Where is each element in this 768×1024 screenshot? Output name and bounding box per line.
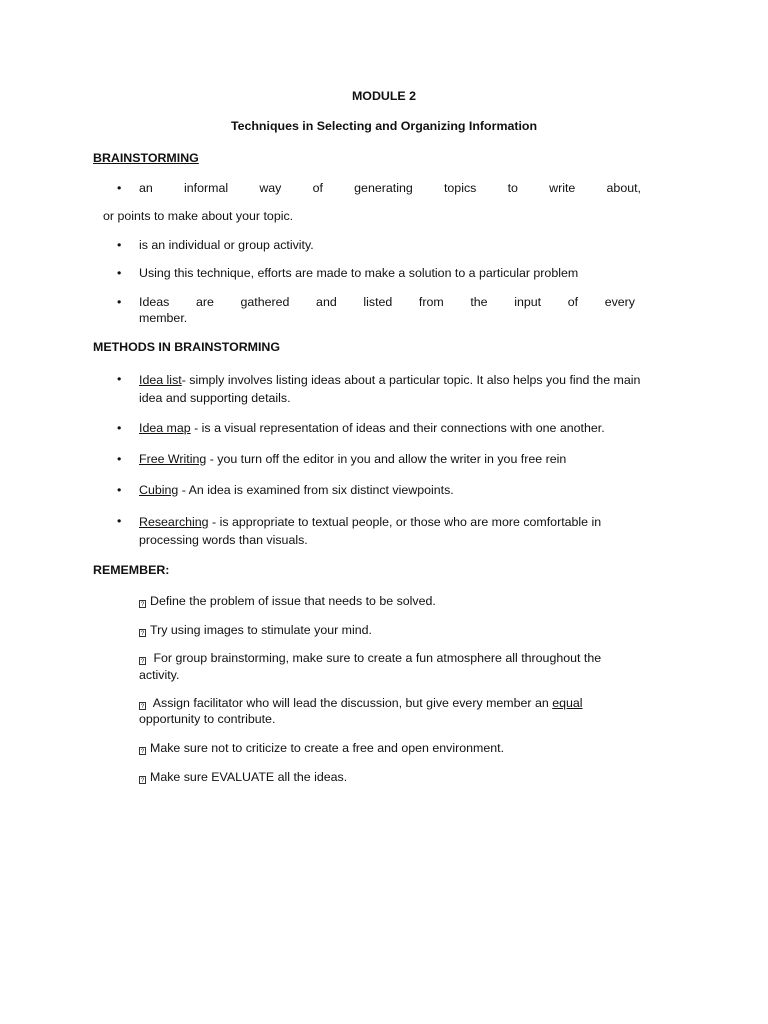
method-cubing — [139, 482, 645, 499]
bullet-2: • — [117, 238, 122, 252]
remember-text: Define the problem of issue that needs to be solved. — [150, 594, 436, 608]
method-term: Researching — [139, 515, 209, 529]
checkbox-glyph-icon: ? — [140, 749, 145, 755]
method-idea-list — [139, 371, 645, 407]
bullet-6: • — [117, 421, 122, 435]
method-description: - you turn off the editor in you and allow the writer in you free rein — [206, 452, 567, 466]
brainstorm-item-4-continuation: member. — [139, 311, 188, 325]
remember-text: For group brainstorming, make sure to create a fun atmosphere all throughout the activity. — [139, 651, 602, 682]
bullet-5: • — [117, 372, 122, 386]
remember-text: Assign facilitator who will lead the discussion, but give every member an — [150, 696, 553, 710]
remember-heading: REMEMBER: — [93, 563, 170, 577]
method-term: Idea map — [139, 421, 191, 435]
brainstorm-item-1: an informal way of generating topics to write about, — [139, 181, 641, 195]
remember-item-4-continuation: opportunity to contribute. — [139, 712, 276, 726]
remember-item-1 — [139, 593, 649, 610]
remember-item-6 — [139, 769, 649, 786]
module-title: MODULE 2 — [351, 89, 417, 103]
bullet-8: • — [117, 483, 122, 497]
remember-item-2 — [139, 622, 649, 639]
document-title: Techniques in Selecting and Organizing Information — [230, 119, 538, 133]
remember-item-3 — [139, 650, 639, 683]
method-description: - simply involves listing ideas about a particular topic. It also helps you find the main idea and supporting details. — [139, 373, 641, 405]
remember-text: Make sure not to criticize to create a free and open environment. — [150, 741, 505, 755]
remember-item-4 — [139, 695, 649, 712]
remember-text: Try using images to stimulate your mind. — [150, 623, 372, 637]
bullet-7: • — [117, 452, 122, 466]
method-researching — [139, 513, 639, 549]
checkbox-glyph-icon: ? — [140, 659, 145, 665]
brainstorming-heading: BRAINSTORMING — [93, 151, 199, 165]
underlined-word: equal — [552, 696, 583, 710]
bullet-9: • — [117, 514, 122, 528]
methods-heading: METHODS IN BRAINSTORMING — [93, 340, 281, 354]
checkbox-glyph-icon: ? — [140, 704, 145, 710]
checkbox-glyph-icon: ? — [140, 602, 145, 608]
method-term: Free Writing — [139, 452, 207, 466]
brainstorm-item-2: is an individual or group activity. — [139, 238, 314, 252]
checkbox-glyph-icon: ? — [140, 631, 145, 637]
method-description: - An idea is examined from six distinct viewpoints. — [178, 483, 454, 497]
method-term: Idea list — [139, 373, 182, 387]
brainstorm-item-3: Using this technique, efforts are made to make a solution to a particular problem — [139, 266, 579, 280]
bullet-1: • — [117, 181, 122, 195]
bullet-3: • — [117, 266, 122, 280]
remember-text: Make sure EVALUATE all the ideas. — [150, 770, 348, 784]
remember-item-5 — [139, 740, 649, 757]
method-description: - is a visual representation of ideas and their connections with one another. — [190, 421, 605, 435]
method-idea-map — [139, 420, 645, 437]
method-description: - is appropriate to textual people, or those who are more comfortable in processing words than visuals. — [139, 515, 602, 547]
brainstorm-item-4: Ideas are gathered and listed from the input of every — [139, 295, 635, 309]
checkbox-glyph-icon: ? — [140, 778, 145, 784]
method-free-writing — [139, 451, 645, 468]
bullet-4: • — [117, 295, 122, 309]
brainstorm-item-1-continuation: or points to make about your topic. — [103, 209, 294, 223]
method-term: Cubing — [139, 483, 179, 497]
